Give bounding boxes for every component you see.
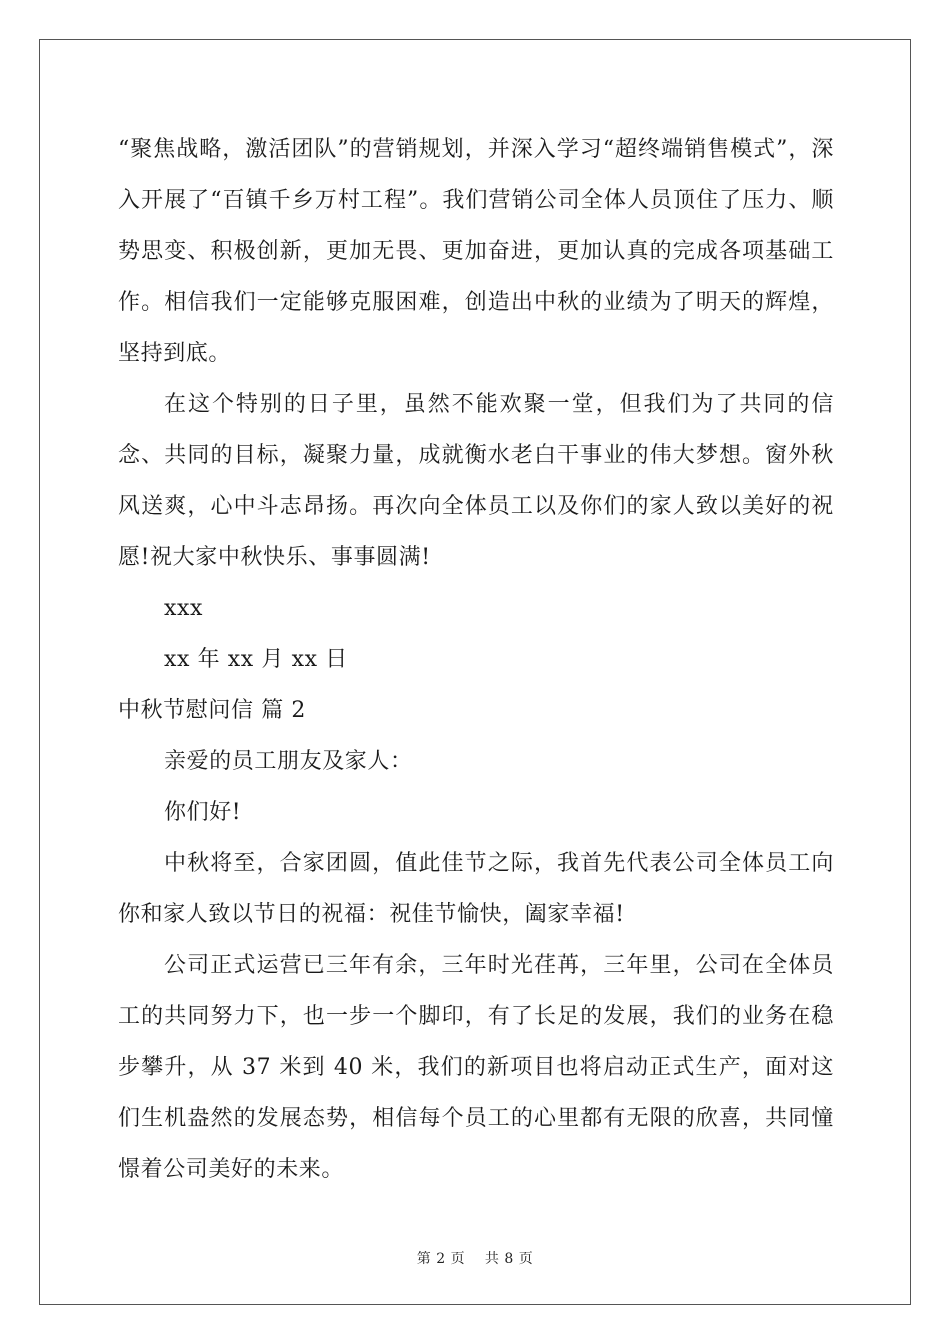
greeting: 你们好! bbox=[164, 800, 242, 825]
salutation: 亲爱的员工朋友及家人： bbox=[164, 749, 413, 774]
paragraph-2: 在这个特别的日子里，虽然不能欢聚一堂，但我们为了共同的信念、共同的目标，凝聚力量，成就衡水老白干事业的伟大梦想。窗外秋风送爽，心中斗志昂扬。再次向全体员工以及你们的家人致以美好的祝愿!祝大家中秋快乐、事事圆满! bbox=[118, 392, 834, 570]
paragraph-3: 中秋将至，合家团圆，值此佳节之际，我首先代表公司全体员工向你和家人致以节日的祝福：祝佳节愉快，阖家幸福! bbox=[118, 851, 834, 927]
page-number-footer bbox=[0, 1248, 950, 1268]
signature-date: xx 年 xx 月 xx 日 bbox=[164, 647, 348, 672]
document-body bbox=[118, 124, 834, 1195]
page-number-label: 第 2 页 共 8 页 bbox=[416, 1251, 534, 1267]
signature-name: xxx bbox=[164, 596, 204, 621]
paragraph-1: “聚焦战略，激活团队”的营销规划，并深入学习“超终端销售模式”，深入开展了“百镇千乡万村工程”。我们营销公司全体人员顶住了压力、顺势思变、积极创新，更加无畏、更加奋进，更加认真的完成各项基础工作。相信我们一定能够克服困难，创造出中秋的业绩为了明天的辉煌，坚持到底。 bbox=[118, 137, 834, 366]
section-heading: 中秋节慰问信 篇 2 bbox=[118, 698, 306, 723]
paragraph-4: 公司正式运营已三年有余，三年时光荏苒，三年里，公司在全体员工的共同努力下，也一步一个脚印，有了长足的发展，我们的业务在稳步攀升，从 37 米到 40 米，我们的新项目也将启动正式生产，面对这们生机盎然的发展态势，相信每个员工的心里都有无限的欣喜，共同憧憬着公司美好的未来。 bbox=[118, 953, 834, 1182]
